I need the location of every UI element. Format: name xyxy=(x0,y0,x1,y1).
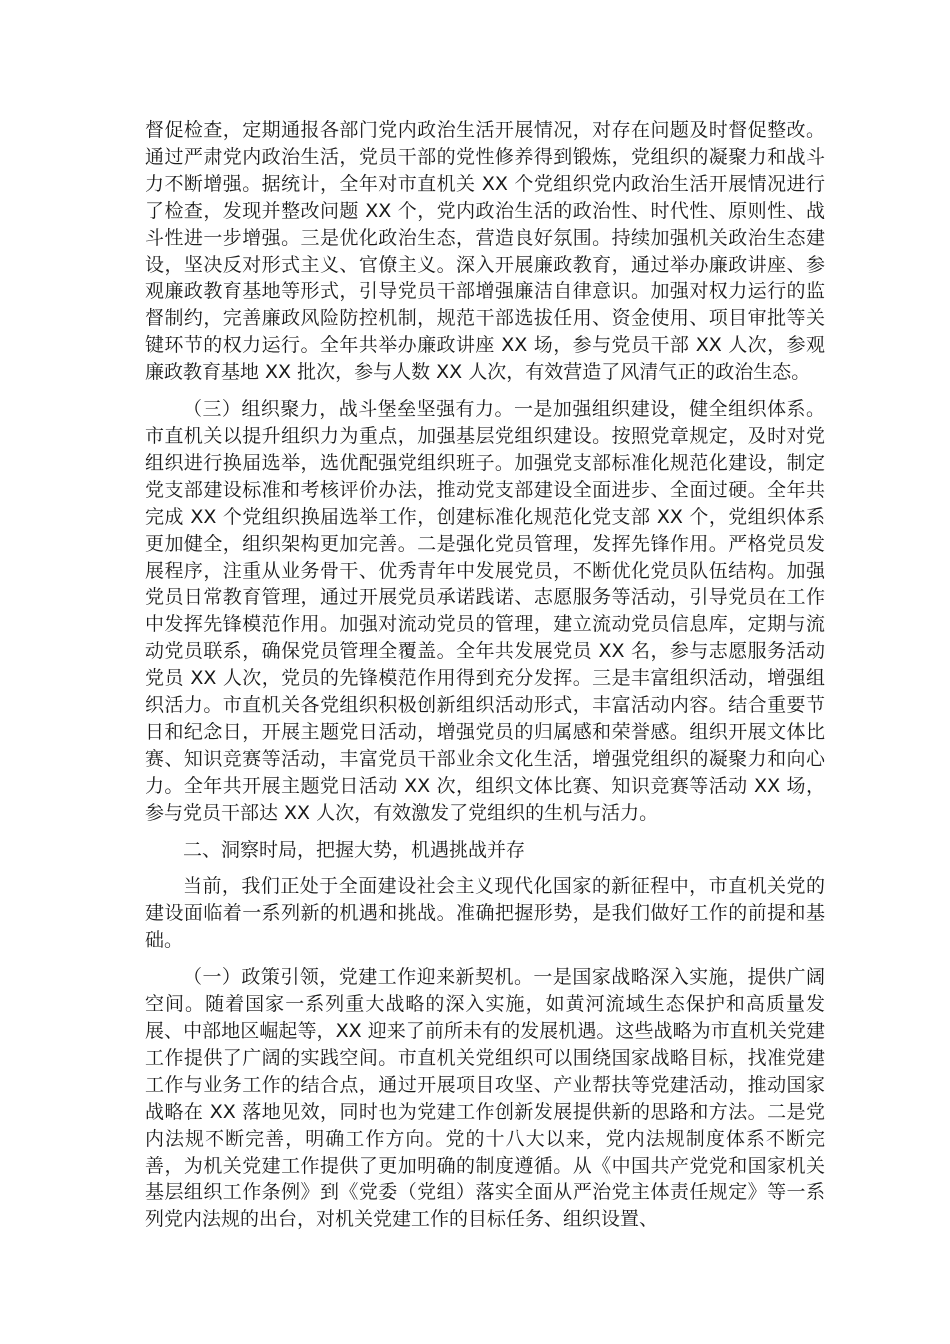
document-body xyxy=(145,117,825,1243)
paragraph-current-situation: 当前，我们正处于全面建设社会主义现代化国家的新征程中，市直机关党的建设面临着一系列新的机遇和挑战。准确把握形势，是我们做好工作的前提和基础。 xyxy=(145,875,825,952)
section-heading-situation: 二、洞察时局，把握大势，机遇挑战并存 xyxy=(183,838,526,861)
paragraph-political-life-inspection: 督促检查，定期通报各部门党内政治生活开展情况，对存在问题及时督促整改。通过严肃党内政治生活，党员干部的党性修养得到锻炼，党组织的凝聚力和战斗力不断增强。据统计，全年对市直机关 XX 个党组织党内政治生活开展情况进行了检查，发现并整改问题 XX 个，党内政治生活的政治性、时代性、原则性、战斗性进一步增强。三是优化政治生态，营造良好氛围。持续加强机关政治生态建设，坚决反对形式主义、官僚主义。深入开展廉政教育，通过举办廉政讲座、参观廉政教育基地等形式，引导党员干部增强廉洁自律意识。加强对权力运行的监督制约，完善廉政风险防控机制，规范干部选拔任用、资金使用、项目审批等关键环节的权力运行。全年共举办廉政讲座 XX 场，参与党员干部 XX 人次，参观廉政教育基地 XX 批次，参与人数 XX 人次，有效营造了风清气正的政治生态。 xyxy=(145,119,825,384)
paragraph-organization-strength: （三）组织聚力，战斗堡垒坚强有力。一是加强组织建设，健全组织体系。市直机关以提升组织力为重点，加强基层党组织建设。按照党章规定，及时对党组织进行换届选举，选优配强党组织班子。加强党支部标准化规范化建设，制定党支部建设标准和考核评价办法，推动党支部建设全面进步、全面过硬。全年共完成 XX 个党组织换届选举工作，创建标准化规范化党支部 XX 个，党组织体系更加健全，组织架构更加完善。二是强化党员管理，发挥先锋作用。严格党员发展程序，注重从业务骨干、优秀青年中发展党员，不断优化党员队伍结构。加强党员日常教育管理，通过开展党员承诺践诺、志愿服务等活动，引导党员在工作中发挥先锋模范作用。加强对流动党员的管理，建立流动党员信息库，定期与流动党员联系，确保党员管理全覆盖。全年共发展党员 XX 名，参与志愿服务活动党员 XX 人次，党员的先锋模范作用得到充分发挥。三是丰富组织活动，增强组织活力。市直机关各党组织积极创新组织活动形式，丰富活动内容。结合重要节日和纪念日，开展主题党日活动，增强党员的归属感和荣誉感。组织开展文体比赛、知识竞赛等活动，丰富党员干部业余文化生活，增强党组织的凝聚力和向心力。全年共开展主题党日活动 XX 次，组织文体比赛、知识竞赛等活动 XX 场，参与党员干部达 XX 人次，有效激发了党组织的生机与活力。 xyxy=(145,398,825,824)
paragraph-policy-guidance: （一）政策引领，党建工作迎来新契机。一是国家战略深入实施，提供广阔空间。随着国家一系列重大战略的深入实施，如黄河流域生态保护和高质量发展、中部地区崛起等，XX 迎来了前所未有的发展机遇。这些战略为市直机关党建工作提供了广阔的实践空间。市直机关党组织可以围绕国家战略目标，找准党建工作与业务工作的结合点，通过开展项目攻坚、产业帮扶等党建活动，推动国家战略在 XX 落地见效，同时也为党建工作创新发展提供新的思路和方法。二是党内法规不断完善，明确工作方向。党的十八大以来，党内法规制度体系不断完善，为机关党建工作提供了更加明确的制度遵循。从《中国共产党党和国家机关基层组织工作条例》到《党委（党组）落实全面从严治党主体责任规定》等一系列党内法规的出台，对机关党建工作的目标任务、组织设置、 xyxy=(145,966,825,1231)
